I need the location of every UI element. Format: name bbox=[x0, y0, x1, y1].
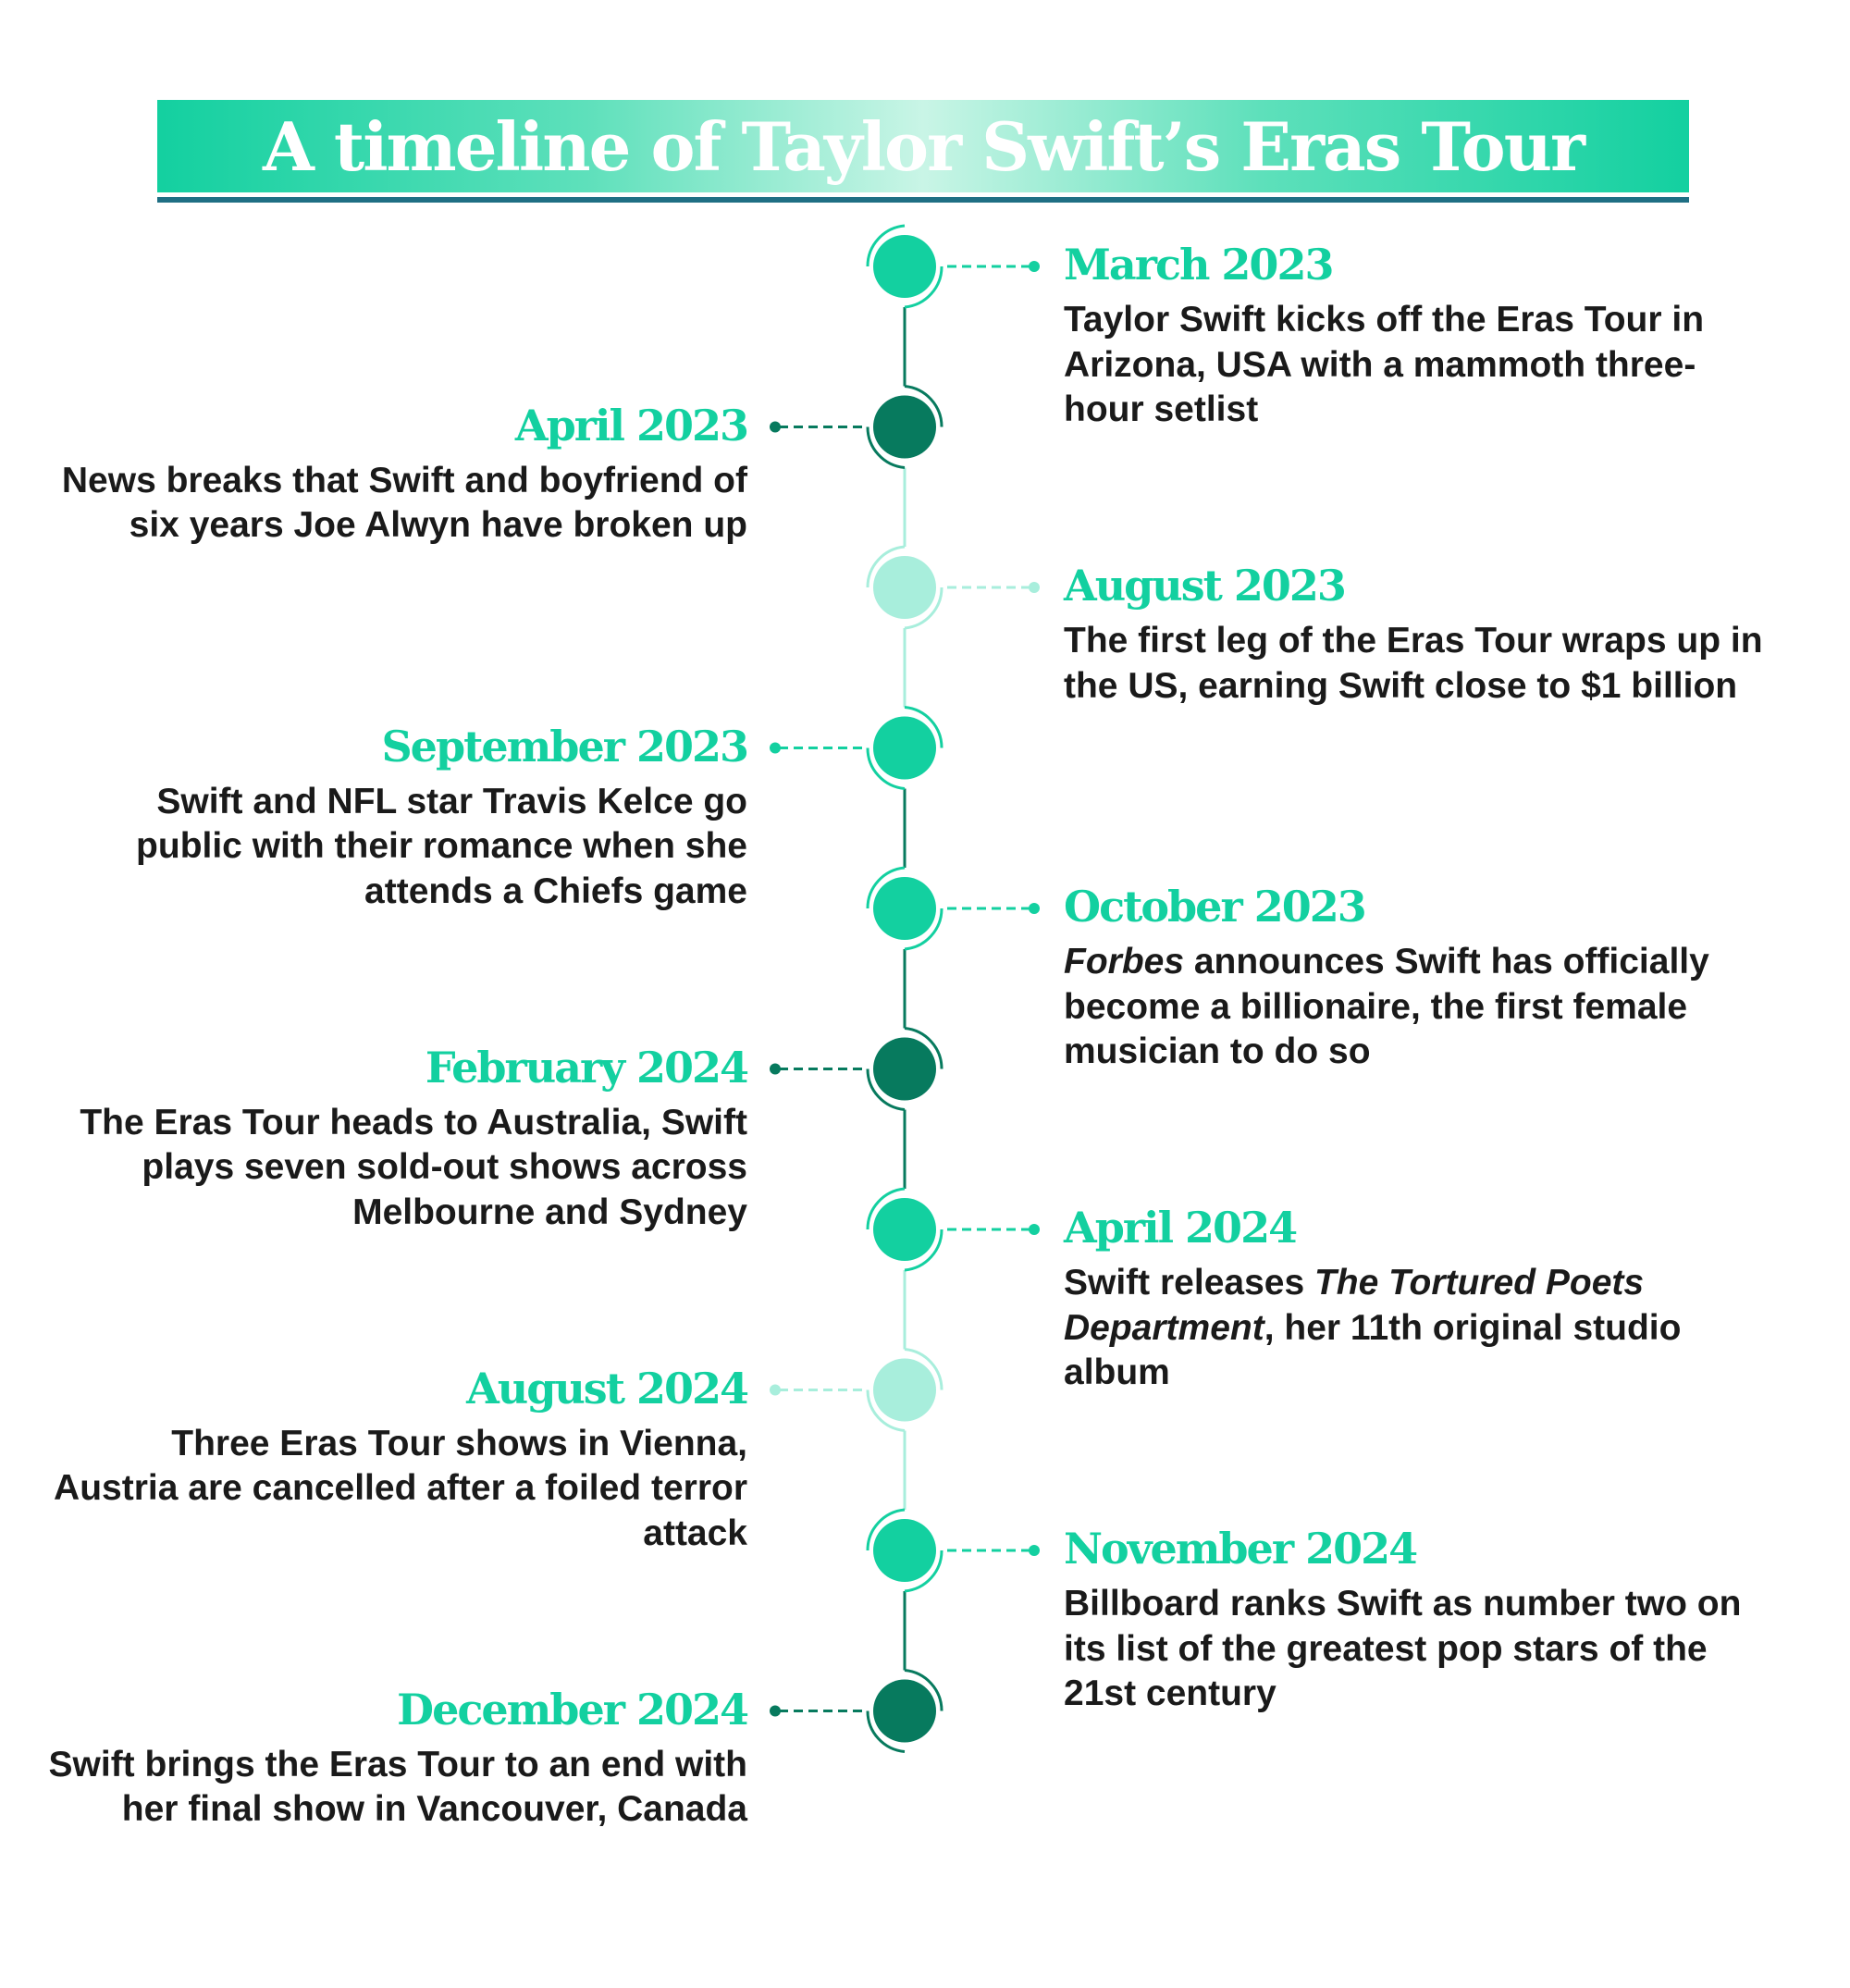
event-date: April 2024 bbox=[1064, 1203, 1297, 1253]
event-description bbox=[44, 1101, 747, 1236]
event-description-text: The Eras Tour heads to Australia, Swift plays seven sold-out shows across Melbourne and Sydney bbox=[80, 1102, 747, 1232]
timeline-node bbox=[873, 396, 936, 459]
timeline-node bbox=[873, 717, 936, 780]
timeline-node bbox=[873, 1359, 936, 1422]
event-description-text: Swift and NFL star Travis Kelce go public with their romance when she attends a Chiefs game bbox=[136, 781, 747, 911]
event-description bbox=[1064, 619, 1767, 709]
event-description-text: Taylor Swift kicks off the Eras Tour in Arizona, USA with a mammoth three-hour setlist bbox=[1064, 300, 1705, 429]
timeline-event bbox=[1064, 239, 1767, 433]
page-title: A timeline of Taylor Swift’s Eras Tour bbox=[263, 106, 1584, 186]
connector-dot bbox=[1029, 1545, 1040, 1556]
timeline-event bbox=[1064, 560, 1767, 709]
timeline-node bbox=[873, 1680, 936, 1743]
event-date: March 2023 bbox=[1064, 240, 1333, 290]
event-description-text: Swift brings the Eras Tour to an end with her final show in Vancouver, Canada bbox=[48, 1744, 747, 1829]
event-date: September 2023 bbox=[381, 721, 747, 772]
timeline-event bbox=[1064, 1202, 1767, 1396]
timeline-node bbox=[873, 877, 936, 940]
connector-dot bbox=[1029, 903, 1040, 914]
event-description-text: Billboard ranks Swift as number two on its list of the greatest pop stars of the 21st century bbox=[1064, 1584, 1742, 1713]
timeline-node bbox=[873, 1519, 936, 1582]
event-date: December 2024 bbox=[397, 1684, 747, 1735]
event-description bbox=[1064, 298, 1767, 433]
timeline-event bbox=[1064, 1523, 1767, 1717]
event-description bbox=[44, 780, 747, 915]
event-description-text: The first leg of the Eras Tour wraps up in the US, earning Swift close to $1 billion bbox=[1064, 621, 1763, 706]
event-description bbox=[44, 1422, 747, 1557]
timeline-node bbox=[873, 1038, 936, 1101]
event-description-text: Three Eras Tour shows in Vienna, Austria are cancelled after a foiled terror attack bbox=[54, 1423, 747, 1553]
event-date: April 2023 bbox=[514, 400, 747, 451]
event-description bbox=[44, 459, 747, 549]
event-description bbox=[44, 1743, 747, 1833]
event-description-italic: The Tortured Poets Department bbox=[1064, 1263, 1645, 1348]
event-description bbox=[1064, 1261, 1767, 1396]
connector-dot bbox=[770, 743, 781, 754]
event-date: February 2024 bbox=[425, 1042, 747, 1093]
connector-dot bbox=[1029, 1224, 1040, 1235]
timeline-event bbox=[44, 1042, 747, 1236]
timeline-node bbox=[873, 556, 936, 619]
event-description-text: announces Swift has officially become a billionaire, the first female musician to do so bbox=[1064, 942, 1709, 1071]
timeline-event bbox=[44, 721, 747, 915]
connector-dot bbox=[770, 422, 781, 433]
timeline-node bbox=[873, 235, 936, 298]
connector-dot bbox=[1029, 582, 1040, 593]
event-description bbox=[1064, 940, 1767, 1075]
connector-dot bbox=[770, 1385, 781, 1396]
event-date: October 2023 bbox=[1064, 882, 1365, 932]
event-date: November 2024 bbox=[1064, 1524, 1417, 1574]
timeline-event bbox=[44, 1363, 747, 1557]
timeline-event bbox=[44, 1684, 747, 1833]
connector-dot bbox=[770, 1064, 781, 1075]
event-description-text: News breaks that Swift and boyfriend of six years Joe Alwyn have broken up bbox=[61, 460, 747, 545]
event-description bbox=[1064, 1582, 1767, 1717]
event-description-text: , her 11th original studio album bbox=[1064, 1307, 1682, 1392]
connector-dot bbox=[770, 1706, 781, 1717]
timeline-node bbox=[873, 1198, 936, 1261]
timeline-event bbox=[44, 400, 747, 549]
event-description-italic: Forbes bbox=[1064, 942, 1185, 982]
connector-dot bbox=[1029, 261, 1040, 272]
event-date: August 2023 bbox=[1064, 561, 1345, 611]
timeline-event bbox=[1064, 881, 1767, 1075]
event-description-text: Swift releases bbox=[1064, 1263, 1314, 1303]
event-date: August 2024 bbox=[466, 1363, 747, 1414]
